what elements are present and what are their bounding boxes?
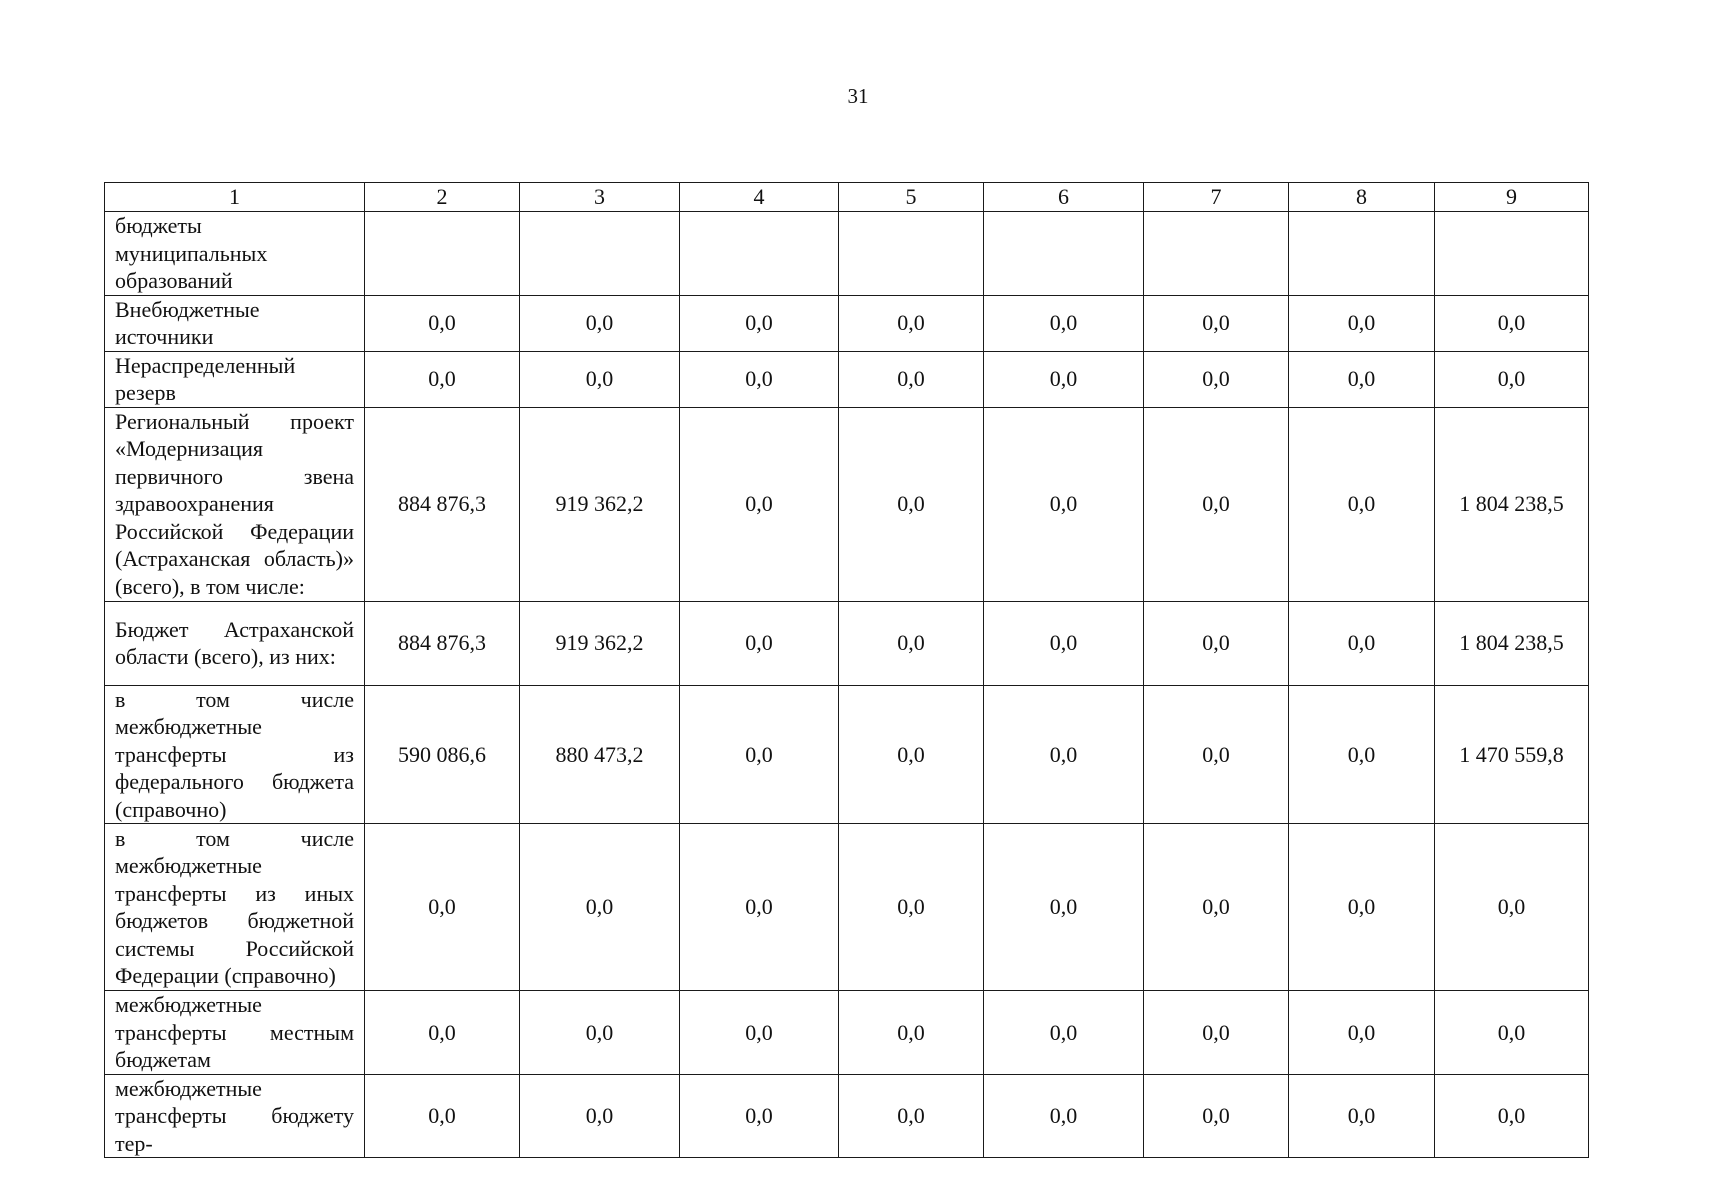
row-label: межбюджетные трансферты бюджету тер- bbox=[105, 1074, 365, 1158]
table-cell: 0,0 bbox=[1289, 824, 1435, 991]
table-cell bbox=[680, 212, 839, 296]
table-cell: 0,0 bbox=[1289, 1074, 1435, 1158]
table-cell: 0,0 bbox=[1144, 824, 1289, 991]
table-row bbox=[105, 295, 1589, 351]
table-cell: 0,0 bbox=[984, 1074, 1144, 1158]
table-cell: 0,0 bbox=[1289, 295, 1435, 351]
row-label: в том числе межбюджетные трансферты из федерального бюджета (справочно) bbox=[105, 685, 365, 824]
table-cell: 884 876,3 bbox=[365, 407, 520, 601]
table-cell: 0,0 bbox=[1144, 295, 1289, 351]
table-cell: 0,0 bbox=[680, 295, 839, 351]
table-row bbox=[105, 685, 1589, 824]
table-cell: 0,0 bbox=[1144, 601, 1289, 685]
table-cell: 0,0 bbox=[365, 991, 520, 1075]
row-label: в том числе межбюджетные трансферты из иных бюджетов бюджетной системы Российской Федерации (справочно) bbox=[105, 824, 365, 991]
table-cell: 0,0 bbox=[1144, 407, 1289, 601]
table-cell: 0,0 bbox=[1435, 295, 1589, 351]
table-cell: 0,0 bbox=[1289, 601, 1435, 685]
row-label: Внебюджетные источники bbox=[105, 295, 365, 351]
table-cell: 0,0 bbox=[1144, 1074, 1289, 1158]
table-cell bbox=[365, 212, 520, 296]
table-cell: 0,0 bbox=[520, 1074, 680, 1158]
table-cell bbox=[520, 212, 680, 296]
table-cell: 0,0 bbox=[984, 991, 1144, 1075]
table-cell: 880 473,2 bbox=[520, 685, 680, 824]
table-cell: 0,0 bbox=[520, 351, 680, 407]
header-row bbox=[105, 183, 1589, 212]
table-row bbox=[105, 991, 1589, 1075]
table-row bbox=[105, 212, 1589, 296]
column-header: 3 bbox=[520, 183, 680, 212]
table-cell: 0,0 bbox=[1289, 351, 1435, 407]
table-cell: 0,0 bbox=[839, 991, 984, 1075]
column-header: 5 bbox=[839, 183, 984, 212]
table-cell: 0,0 bbox=[680, 601, 839, 685]
table-cell: 1 804 238,5 bbox=[1435, 601, 1589, 685]
table-cell: 0,0 bbox=[680, 685, 839, 824]
table-cell: 919 362,2 bbox=[520, 601, 680, 685]
table-cell: 0,0 bbox=[839, 1074, 984, 1158]
budget-table bbox=[104, 182, 1589, 1158]
column-header: 8 bbox=[1289, 183, 1435, 212]
table-cell: 0,0 bbox=[839, 824, 984, 991]
table-cell: 0,0 bbox=[1144, 351, 1289, 407]
table-cell bbox=[1144, 212, 1289, 296]
table-cell: 0,0 bbox=[984, 295, 1144, 351]
row-label: межбюджетные трансферты местным бюджетам bbox=[105, 991, 365, 1075]
column-header: 1 bbox=[105, 183, 365, 212]
column-header: 4 bbox=[680, 183, 839, 212]
table-cell: 0,0 bbox=[984, 824, 1144, 991]
table-cell: 0,0 bbox=[680, 1074, 839, 1158]
page-number: 31 bbox=[847, 84, 869, 108]
table-cell bbox=[1435, 212, 1589, 296]
table-cell: 0,0 bbox=[1435, 351, 1589, 407]
table-cell: 0,0 bbox=[839, 407, 984, 601]
table-cell bbox=[839, 212, 984, 296]
column-header: 6 bbox=[984, 183, 1144, 212]
table-cell: 1 804 238,5 bbox=[1435, 407, 1589, 601]
table-cell: 0,0 bbox=[839, 685, 984, 824]
table-cell: 0,0 bbox=[1144, 991, 1289, 1075]
table-cell: 0,0 bbox=[1289, 991, 1435, 1075]
table-cell: 0,0 bbox=[365, 351, 520, 407]
table-cell: 0,0 bbox=[680, 351, 839, 407]
table-cell: 0,0 bbox=[984, 351, 1144, 407]
table-cell: 0,0 bbox=[839, 601, 984, 685]
table-cell: 0,0 bbox=[680, 991, 839, 1075]
table-cell: 0,0 bbox=[984, 407, 1144, 601]
table-cell: 0,0 bbox=[984, 601, 1144, 685]
table-cell: 0,0 bbox=[839, 351, 984, 407]
row-label: бюджеты муниципальных образований bbox=[105, 212, 365, 296]
table-cell: 590 086,6 bbox=[365, 685, 520, 824]
column-header: 2 bbox=[365, 183, 520, 212]
table-cell: 919 362,2 bbox=[520, 407, 680, 601]
table-cell bbox=[1289, 212, 1435, 296]
table-cell: 0,0 bbox=[1289, 685, 1435, 824]
table-row bbox=[105, 601, 1589, 685]
table-cell: 0,0 bbox=[839, 295, 984, 351]
column-header: 7 bbox=[1144, 183, 1289, 212]
column-header: 9 bbox=[1435, 183, 1589, 212]
table-row bbox=[105, 407, 1589, 601]
row-label: Региональный проект «Модернизация первичного звена здравоохранения Российской Федерации (Астраханская область)» (всего), в том числе: bbox=[105, 407, 365, 601]
table-cell: 0,0 bbox=[365, 1074, 520, 1158]
table-cell: 0,0 bbox=[1435, 991, 1589, 1075]
row-label: Нераспределенный резерв bbox=[105, 351, 365, 407]
table-cell: 0,0 bbox=[520, 295, 680, 351]
table-cell: 0,0 bbox=[1435, 824, 1589, 991]
table-cell: 884 876,3 bbox=[365, 601, 520, 685]
row-label: Бюджет Астраханской области (всего), из них: bbox=[105, 601, 365, 685]
table-row bbox=[105, 1074, 1589, 1158]
table-cell: 0,0 bbox=[520, 991, 680, 1075]
table-cell: 0,0 bbox=[1144, 685, 1289, 824]
table-row bbox=[105, 351, 1589, 407]
table-cell: 1 470 559,8 bbox=[1435, 685, 1589, 824]
table-cell: 0,0 bbox=[984, 685, 1144, 824]
table-cell: 0,0 bbox=[1435, 1074, 1589, 1158]
table-cell: 0,0 bbox=[365, 295, 520, 351]
table-cell: 0,0 bbox=[520, 824, 680, 991]
table-cell: 0,0 bbox=[680, 824, 839, 991]
table-cell: 0,0 bbox=[680, 407, 839, 601]
table-row bbox=[105, 824, 1589, 991]
table-cell: 0,0 bbox=[365, 824, 520, 991]
table-cell bbox=[984, 212, 1144, 296]
table-cell: 0,0 bbox=[1289, 407, 1435, 601]
